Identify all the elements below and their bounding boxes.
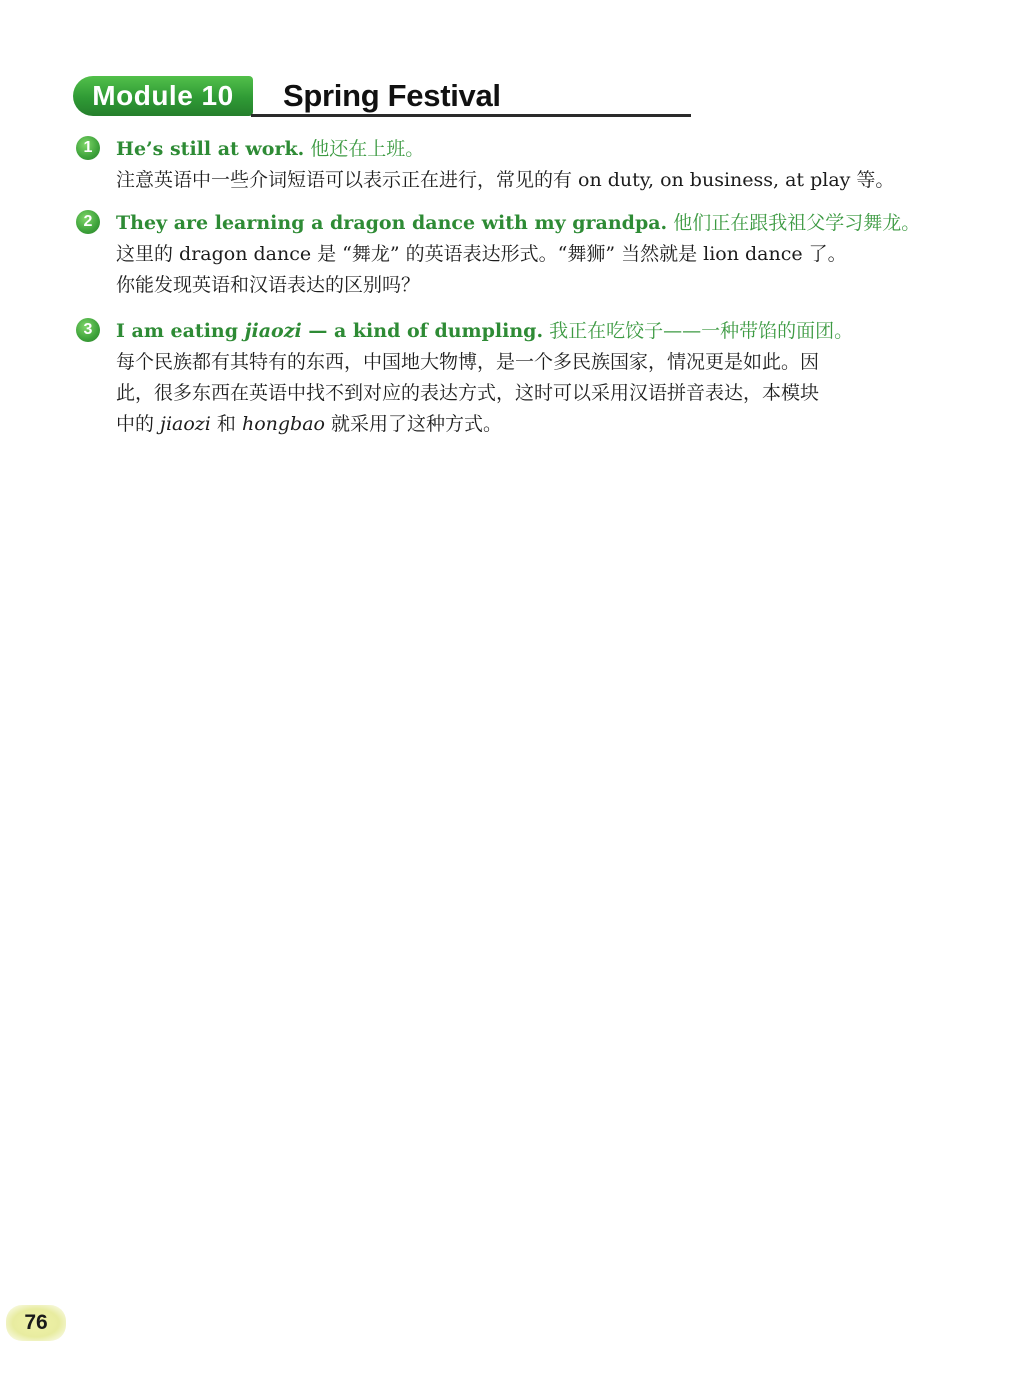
note-body	[116, 316, 991, 440]
explanation-text: 中的	[116, 413, 161, 435]
english-sentence-end: — a kind of dumpling.	[301, 320, 544, 342]
note-2	[76, 208, 991, 301]
english-sentence-italic: jiaozi	[244, 320, 302, 342]
header-underline	[251, 114, 691, 117]
english-sentence-start: I am eating	[116, 320, 245, 342]
explanation-line: 你能发现英语和汉语表达的区别吗？	[116, 274, 421, 296]
chinese-translation: 他还在上班。	[310, 138, 425, 160]
note-3	[76, 316, 991, 440]
explanation-text: 和	[210, 413, 242, 435]
explanation-text: 就采用了这种方式。	[324, 413, 503, 435]
note-heading	[116, 134, 991, 165]
note-number-badge: 3	[76, 318, 100, 342]
note-heading	[116, 316, 991, 347]
note-body	[116, 134, 991, 196]
note-1	[76, 134, 991, 196]
note-number-badge: 1	[76, 136, 100, 160]
explanation-line: 这里的 dragon dance 是 “舞龙” 的英语表达形式。“舞狮” 当然就是 lion dance 了。	[116, 243, 847, 265]
note-heading	[116, 208, 991, 239]
english-sentence: They are learning a dragon dance with my grandpa.	[116, 212, 668, 234]
module-header	[73, 76, 693, 118]
page-number: 76	[6, 1305, 66, 1341]
module-badge: Module 10	[73, 76, 253, 116]
chinese-translation: 他们正在跟我祖父学习舞龙。	[673, 212, 921, 234]
module-title: Spring Festival	[283, 78, 501, 113]
english-sentence: He’s still at work.	[116, 138, 305, 160]
chinese-translation: 我正在吃饺子——一种带馅的面团。	[549, 320, 854, 342]
explanation-line: 此，很多东西在英语中找不到对应的表达方式，这时可以采用汉语拼音表达，本模块	[116, 382, 820, 404]
explanation-line: 每个民族都有其特有的东西，中国地大物博，是一个多民族国家，情况更是如此。因	[116, 351, 820, 373]
explanation-line: 注意英语中一些介词短语可以表示正在进行，常见的有 on duty, on business, at play 等。	[116, 169, 895, 191]
note-number-badge: 2	[76, 210, 100, 234]
note-body	[116, 208, 991, 301]
pinyin-term: jiaozi	[160, 413, 211, 435]
pinyin-term: hongbao	[241, 413, 325, 435]
explanation-line	[116, 409, 991, 440]
